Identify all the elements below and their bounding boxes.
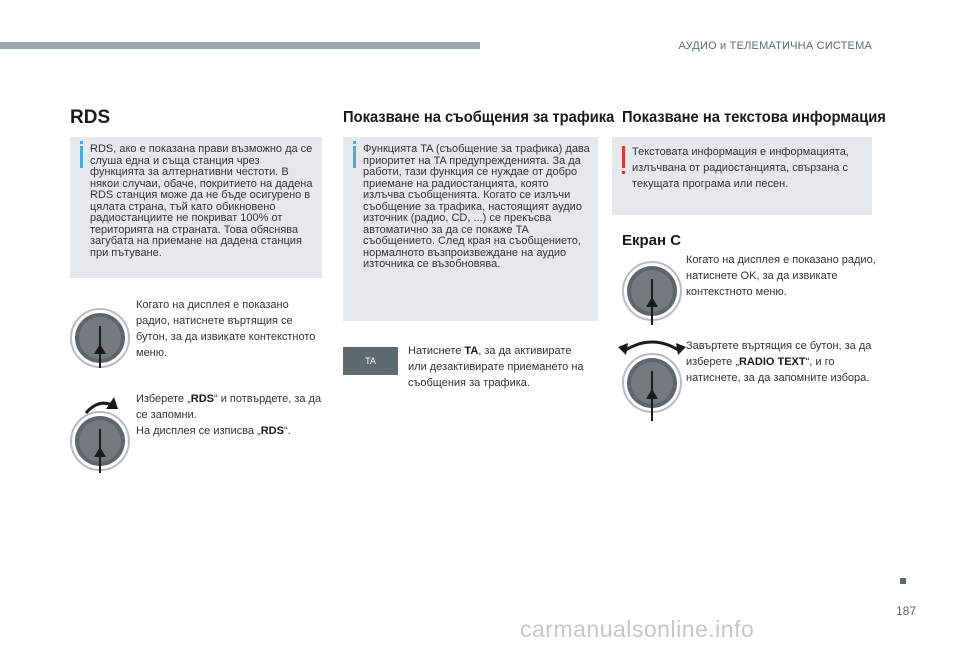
- rotary-knob-turn-icon: [616, 335, 688, 425]
- watermark: carmanualsonline.info: [520, 616, 755, 642]
- screen-c-step2-text: Завъртете въртящия се бутон, за да изберете „RADIO TEXT“, и го натиснете, за да запомните избора.: [686, 340, 872, 384]
- rds-title: RDS: [70, 107, 111, 128]
- screen-c-step1-text: Когато на дисплея е показано радио, натиснете OK, за да извикате контекстното меню.: [686, 254, 876, 298]
- traffic-info-box: [343, 137, 598, 321]
- screen-c-heading: Екран C: [622, 232, 682, 249]
- page-number: 187: [896, 604, 917, 618]
- info-icon: [80, 146, 83, 168]
- text-info-title: Показване на текстова информация: [622, 109, 886, 126]
- traffic-info-text: Функцията TA (съобщение за трафика) дава приоритет на TA предупрежденията. За да работи, тази функция се нуждае от добро приемане на радиостанцията, която излъчва съобщенията. Когато се излъчи съобщение за трафика, настоящият аудио източник (радио, CD, ...) се прекъсва автоматично за да се покаже TA съобщението. След края на съобщението, нормалното възпроизвеждане на аудио източника се възобновява.: [363, 143, 590, 270]
- ta-button[interactable]: TA: [343, 347, 398, 375]
- section-header: АУДИО и ТЕЛЕМАТИЧНА СИСТЕМА: [678, 40, 872, 52]
- traffic-step-text: Натиснете TA, за да активирате или дезактивирате приемането на съобщения за трафика.: [408, 345, 584, 389]
- traffic-title: Показване на съобщения за трафика: [343, 109, 615, 126]
- info-icon: [353, 146, 356, 168]
- rds-info-box: [70, 137, 322, 278]
- rds-step1-text: Когато на дисплея е показано радио, натиснете въртящия се бутон, за да извикате контекстното меню.: [136, 299, 316, 359]
- rotary-knob-turn-icon: [68, 395, 132, 477]
- warning-icon: [622, 146, 625, 168]
- text-info-warning-box: [612, 137, 872, 215]
- header-bar: [0, 42, 480, 49]
- rds-step2-text: Изберете „RDS“ и потвърдете, за да се запомни. На дисплея се изписва „RDS“.: [136, 393, 322, 437]
- rds-info-text: RDS, ако е показана прави възможно да се слуша една и съща станция чрез функцията за алтернативни честоти. В някои случаи, обаче, покритието на дадена RDS станция може да не бъде осигурено в цялата страна, тъй като обикновено радиостанциите не покриват 100% от територията на страната. Това обяснява загубата на приемане на дадена станция при пътуване.: [90, 143, 313, 259]
- text-info-warning-text: Текстовата информация е информацията, излъчвана от радиостанцията, свързана с текущата програма или песен.: [632, 146, 849, 190]
- page-bullet: [900, 578, 906, 584]
- rotary-knob-press-icon: [620, 255, 684, 335]
- rotary-knob-press-icon: [68, 298, 132, 378]
